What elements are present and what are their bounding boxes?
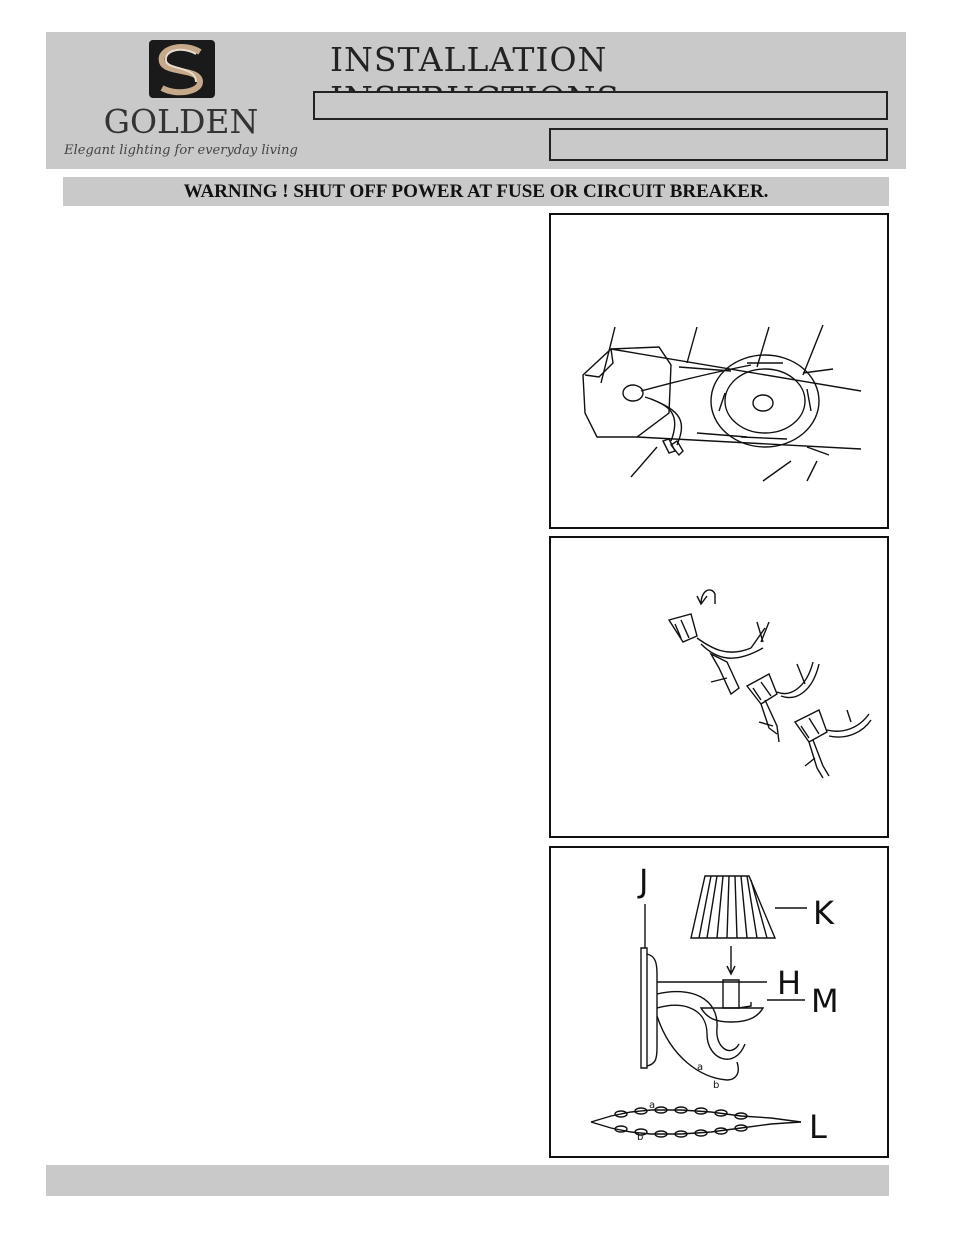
- label-M: M: [811, 982, 839, 1020]
- label-L: L: [809, 1108, 827, 1146]
- label-a-chain: a: [649, 1100, 656, 1111]
- figure-wire-connection-diagram: [549, 536, 889, 838]
- lamp-shade-icon: [691, 876, 775, 938]
- label-b-chain: b: [637, 1132, 644, 1143]
- label-J: J: [639, 862, 649, 900]
- warning-banner: WARNING ! SHUT OFF POWER AT FUSE OR CIRCUIT BREAKER.: [63, 177, 889, 206]
- label-H: H: [777, 964, 802, 1002]
- wire-nut-icon-2: [747, 674, 777, 704]
- down-arrow-icon: [727, 946, 735, 974]
- backplate-icon: [641, 948, 647, 1068]
- crystal-chain-icon: [591, 1107, 801, 1137]
- logo-brand-text: GOLDEN: [103, 102, 259, 141]
- label-a-arm: a: [697, 1062, 704, 1073]
- candle-socket-icon: [723, 980, 739, 1008]
- junction-box-icon: [583, 347, 671, 437]
- item-field-box: [549, 128, 888, 161]
- model-field-box: [313, 91, 888, 120]
- wire-nut-icon: [669, 614, 697, 642]
- label-b-arm: b: [713, 1080, 720, 1091]
- bobeche-icon: [701, 1008, 763, 1022]
- wire-nut-icon-3: [795, 710, 827, 742]
- figure-sconce-assembly: [549, 846, 889, 1158]
- figure-mounting-diagram: [549, 213, 889, 529]
- page-title: INSTALLATION: [330, 40, 608, 79]
- footer-band: [46, 1165, 889, 1196]
- logo-tagline-text: Elegant lighting for everyday living: [64, 143, 298, 158]
- label-K: K: [813, 894, 834, 932]
- golden-logo: [64, 40, 298, 160]
